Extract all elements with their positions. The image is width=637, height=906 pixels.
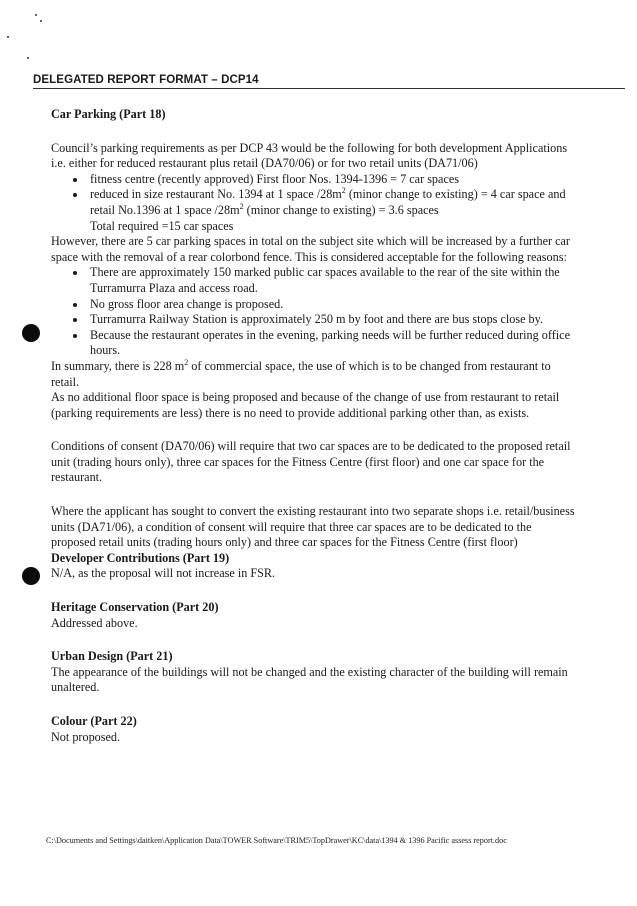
conditions-da71-paragraph: Where the applicant has sought to convert the existing restaurant into two separate shops i.e. retail/business units (DA71/06), a condition of consent will require that three car spaces are to be dedicated to the proposed retail units (trading hours only) and three car spaces for the Fitness Centre (first floor) (51, 504, 575, 550)
total-required-line: Total required =15 car spaces (90, 218, 234, 233)
scan-speck (27, 57, 29, 59)
section-heading-urban-design: Urban Design (Part 21) (51, 649, 173, 664)
however-paragraph: However, there are 5 car parking spaces in total on the subject site which will be increased by a further car space with the removal of a rear colorbond fence. This is considered acceptable for the following reasons: (51, 234, 570, 264)
heritage-text: Addressed above. (51, 615, 138, 630)
file-path-footer: C:\Documents and Settings\daitken\Application Data\TOWER Software\TRIM5\TopDrawer\KC\data\1394 & 1396 Pacific assess report.doc (46, 836, 507, 845)
punch-hole (22, 567, 40, 585)
scan-speck (40, 20, 42, 22)
scan-speck (7, 36, 9, 38)
urban-design-text: The appearance of the buildings will not be changed and the existing character of the building will remain unaltered. (51, 664, 568, 695)
reasons-list (51, 265, 576, 359)
parking-requirements-list (51, 172, 576, 203)
list-item: There are approximately 150 marked public car spaces available to the rear of the site within the Turramurra Plaza and access road. (90, 265, 576, 296)
section-heading-car-parking: Car Parking (Part 18) (51, 107, 166, 121)
colour-text: Not proposed. (51, 729, 121, 744)
no-additional-paragraph: As no additional floor space is being proposed and because of the change of use from restaurant to retail (parking requirements are less) there is no need to provide additional parking other than, as exists. (51, 390, 560, 420)
summary-paragraph: In summary, there is 228 $m^2$ of commercial space, the use of which is to be changed from restaurant to retail. (51, 357, 551, 389)
section-heading-heritage: Heritage Conservation (Part 20) (51, 600, 219, 615)
list-item: Because the restaurant operates in the evening, parking needs will be further reduced during office hours. (90, 328, 576, 359)
section-heading-developer: Developer Contributions (Part 19) (51, 550, 230, 565)
report-header: DELEGATED REPORT FORMAT – DCP14 (33, 74, 625, 89)
conditions-da70-paragraph: Conditions of consent (DA70/06) will require that two car spaces are to be dedicated to the proposed retail unit (trading hours only), three car spaces for the Fitness Centre (first floor) and one car space for the restaurant. (51, 439, 571, 485)
scan-speck (35, 14, 37, 16)
retail-requirement-line: retail No.1396 at 1 space $/28m^2$ (minor change to existing) = 3.6 spaces (90, 201, 439, 217)
list-item: Turramurra Railway Station is approximately 250 m by foot and there are bus stops close by. (90, 312, 576, 328)
list-item: reduced in size restaurant No. 1394 at 1 space $/28m^2$ (minor change to existing) = 4 car space and (90, 187, 576, 203)
developer-text: N/A, as the proposal will not increase in FSR. (51, 566, 276, 581)
section-heading-colour: Colour (Part 22) (51, 714, 137, 728)
report-body (51, 107, 576, 745)
punch-hole (22, 324, 40, 342)
list-item: No gross floor area change is proposed. (90, 297, 576, 313)
car-parking-intro: Council’s parking requirements as per DCP 43 would be the following for both development Applications i.e. either for reduced restaurant plus retail (DA70/06) or for two retail units (DA71/06) (51, 140, 568, 171)
list-item: fitness centre (recently approved) First floor Nos. 1394-1396 = 7 car spaces (90, 172, 576, 188)
